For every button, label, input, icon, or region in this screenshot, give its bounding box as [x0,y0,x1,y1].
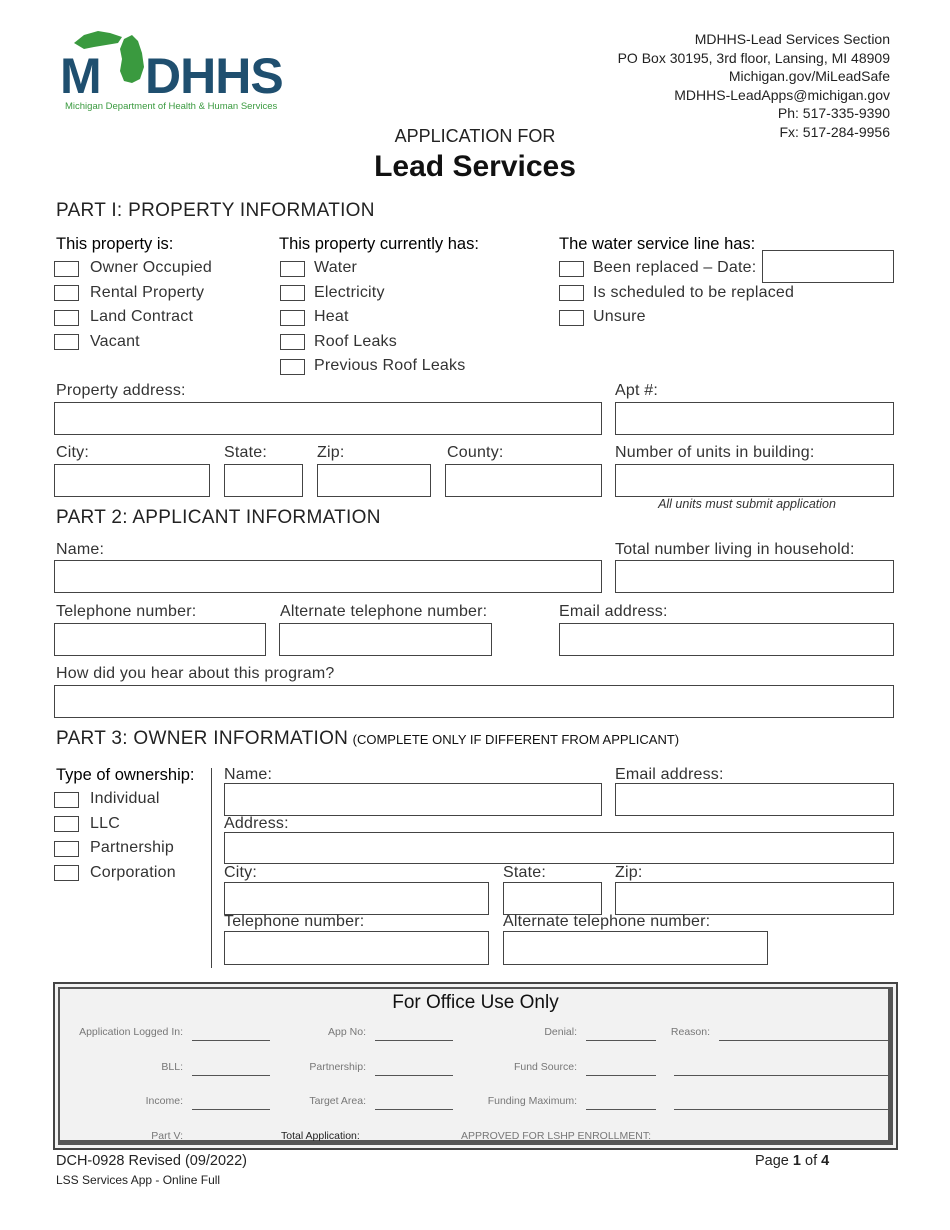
page-of: of [805,1153,818,1169]
bll-field[interactable] [192,1075,270,1076]
page-word: Page [755,1153,789,1169]
service-line-heading: The water service line has: [559,235,756,253]
label-part-v: Part V: [151,1130,183,1142]
part3-divider [211,768,212,968]
applicant-phone-input[interactable] [54,623,266,656]
page-current: 1 [792,1153,801,1169]
owner-alt-phone-input[interactable] [503,931,768,965]
label-been-replaced: Been replaced – Date: [593,259,757,276]
checkbox-water[interactable] [280,261,305,277]
applicant-alt-phone-input[interactable] [279,623,492,656]
label-bll: BLL: [161,1061,183,1073]
label-hear: How did you hear about this program? [56,665,335,682]
funding-max-extra-field[interactable] [674,1109,891,1110]
label-scheduled: Is scheduled to be replaced [593,284,795,301]
applicant-name-input[interactable] [54,560,602,593]
label-city: City: [56,444,89,461]
contact-block [618,30,890,142]
logged-field[interactable] [192,1040,270,1041]
household-input[interactable] [615,560,894,593]
label-total-app: Total Application: [281,1130,360,1142]
fund-source-extra-field[interactable] [674,1075,891,1076]
owner-city-input[interactable] [224,882,489,915]
label-owner-address: Address: [224,815,289,832]
checkbox-unsure[interactable] [559,310,584,326]
label-logged: Application Logged In: [79,1026,183,1038]
label-units: Number of units in building: [615,444,815,461]
label-reason: Reason: [670,1026,710,1038]
label-partnership-office: Partnership: [309,1061,366,1073]
contact-phone: Ph: 517-335-9390 [777,105,890,122]
checkbox-corporation[interactable] [54,865,79,881]
label-owner-state: State: [503,864,547,881]
contact-website[interactable]: Michigan.gov/MiLeadSafe [728,68,890,85]
checkbox-scheduled[interactable] [559,285,584,301]
label-partnership: Partnership [90,839,175,856]
label-income: Income: [145,1095,183,1107]
target-area-field[interactable] [375,1109,453,1110]
page-title: Lead Services [374,150,576,183]
owner-email-input[interactable] [615,783,894,816]
label-owner-alt-phone: Alternate telephone number: [503,913,711,930]
label-heat: Heat [314,308,349,325]
label-owner-name: Name: [224,766,273,783]
label-applicant-name: Name: [56,541,105,558]
label-apt: Apt #: [615,382,659,399]
property-is-heading: This property is: [56,235,174,253]
label-rental-property: Rental Property [90,284,205,301]
label-unsure: Unsure [593,308,646,325]
county-input[interactable] [445,464,602,497]
label-target-area: Target Area: [309,1095,366,1107]
city-input[interactable] [54,464,210,497]
label-electricity: Electricity [314,284,385,301]
fund-source-field[interactable] [586,1075,656,1076]
checkbox-been-replaced[interactable] [559,261,584,277]
part3-heading-note: (COMPLETE ONLY IF DIFFERENT FROM APPLICANT) [352,732,680,747]
mdhhs-logo [60,25,300,120]
logo-dhhs: DHHS [145,48,283,104]
income-field[interactable] [192,1109,270,1110]
applicant-email-input[interactable] [559,623,894,656]
contact-address: PO Box 30195, 3rd floor, Lansing, MI 48909 [617,49,890,66]
label-applicant-email: Email address: [559,603,668,620]
label-individual: Individual [90,790,160,807]
checkbox-land-contract[interactable] [54,310,79,326]
checkbox-partnership[interactable] [54,841,79,857]
label-vacant: Vacant [90,333,140,350]
label-owner-phone: Telephone number: [224,913,365,930]
ownership-heading: Type of ownership: [56,766,195,784]
replaced-date-input[interactable] [762,250,894,283]
label-denial: Denial: [544,1026,577,1038]
label-previous-roof-leaks: Previous Roof Leaks [314,357,466,374]
checkbox-heat[interactable] [280,310,305,326]
part3-heading-row [56,728,679,750]
label-zip: Zip: [317,444,345,461]
part3-heading: PART 3: OWNER INFORMATION [56,728,349,749]
form-id: DCH-0928 Revised (09/2022) [56,1153,248,1169]
label-applicant-alt-phone: Alternate telephone number: [280,603,488,620]
contact-email[interactable]: MDHHS-LeadApps@michigan.gov [674,86,890,103]
part1-heading: PART I: PROPERTY INFORMATION [56,200,375,221]
owner-phone-input[interactable] [224,931,489,965]
logo-m: M [60,48,101,104]
checkbox-electricity[interactable] [280,285,305,301]
checkbox-roof-leaks[interactable] [280,334,305,350]
contact-section: MDHHS-Lead Services Section [694,31,890,47]
label-state: State: [224,444,268,461]
label-land-contract: Land Contract [90,308,194,325]
checkbox-individual[interactable] [54,792,79,808]
label-roof-leaks: Roof Leaks [314,333,397,350]
label-fund-source: Fund Source: [513,1061,577,1073]
checkbox-owner-occupied[interactable] [54,261,79,277]
contact-fax: Fx: 517-284-9956 [779,123,890,140]
zip-input[interactable] [317,464,431,497]
checkbox-previous-roof-leaks[interactable] [280,359,305,375]
checkbox-vacant[interactable] [54,334,79,350]
hear-input[interactable] [54,685,894,718]
page-number [755,1153,829,1169]
state-input[interactable] [224,464,303,497]
checkbox-llc[interactable] [54,816,79,832]
funding-max-field[interactable] [586,1109,656,1110]
label-funding-max: Funding Maximum: [487,1095,577,1107]
office-use-title: For Office Use Only [392,992,559,1013]
partnership-field[interactable] [375,1075,453,1076]
reason-field[interactable] [719,1040,891,1041]
part2-heading: PART 2: APPLICANT INFORMATION [56,507,381,528]
label-water: Water [314,259,358,276]
owner-name-input[interactable] [224,783,602,816]
units-input[interactable] [615,464,894,497]
page-total: 4 [821,1153,830,1169]
apt-input[interactable] [615,402,894,435]
owner-state-input[interactable] [503,882,602,915]
denial-field[interactable] [586,1040,656,1041]
label-owner-email: Email address: [615,766,724,783]
logo-subtitle: Michigan Department of Health & Human Services [65,101,278,112]
label-household: Total number living in household: [615,541,855,558]
app-no-field[interactable] [375,1040,453,1041]
label-owner-zip: Zip: [615,864,643,881]
label-property-address: Property address: [56,382,186,399]
units-note: All units must submit application [658,497,836,511]
label-llc: LLC [90,815,120,832]
label-app-no: App No: [328,1026,366,1038]
currently-has-heading: This property currently has: [279,235,479,253]
checkbox-rental-property[interactable] [54,285,79,301]
form-sub: LSS Services App - Online Full [56,1173,221,1187]
label-approved: APPROVED FOR LSHP ENROLLMENT: [461,1130,652,1142]
title-pre: APPLICATION FOR [394,126,556,146]
label-county: County: [447,444,504,461]
owner-address-input[interactable] [224,832,894,864]
property-address-input[interactable] [54,402,602,435]
label-corporation: Corporation [90,864,176,881]
label-owner-occupied: Owner Occupied [90,259,212,276]
label-applicant-phone: Telephone number: [56,603,197,620]
label-owner-city: City: [224,864,257,881]
owner-zip-input[interactable] [615,882,894,915]
